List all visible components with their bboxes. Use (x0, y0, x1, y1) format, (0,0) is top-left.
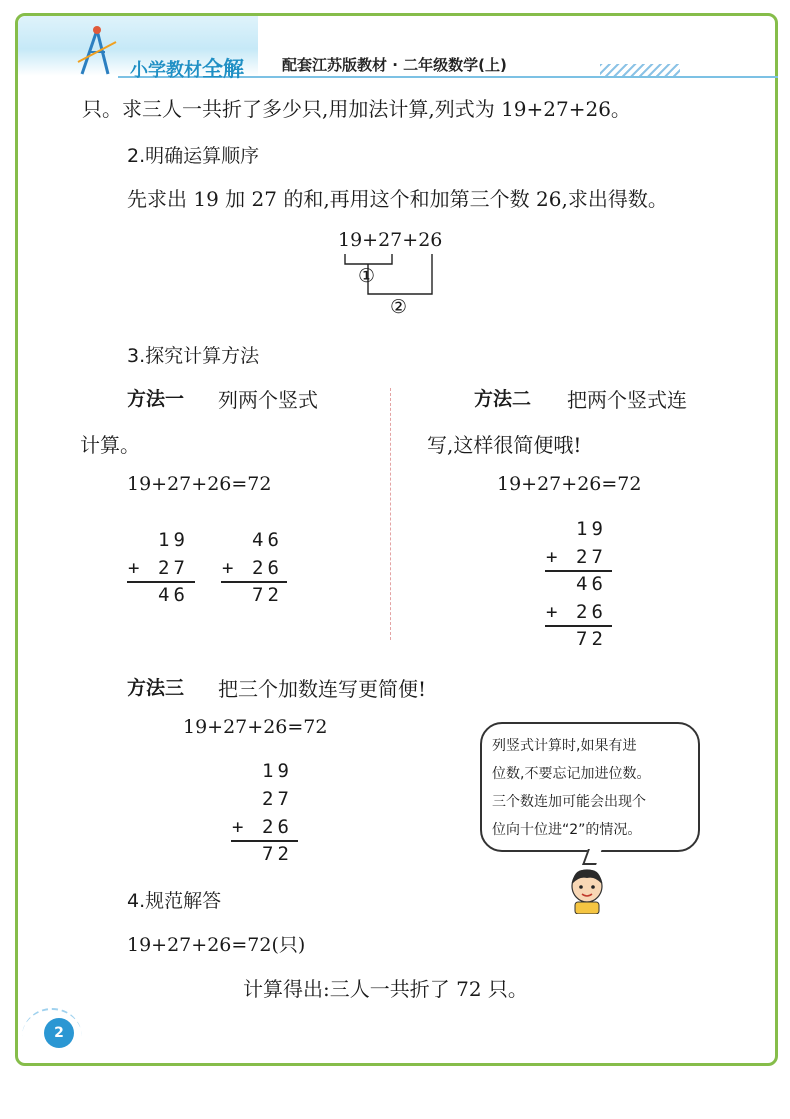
tip-line-3: 三个数连加可能会出现个 (492, 794, 646, 810)
method-divider (390, 388, 391, 640)
m2-b: 27 (576, 546, 607, 568)
m3-b: 27 (262, 788, 293, 810)
m1v1-rule (127, 581, 195, 583)
m1v2-rule (221, 581, 287, 583)
final-equation: 19+27+26=72(只) (127, 934, 306, 956)
m1v1-result: 46 (158, 584, 189, 606)
method1-desc-cont: 计算。 (80, 433, 140, 457)
intro-line: 只。求三人一共折了多少只,用加法计算,列式为 19+27+26。 (82, 97, 631, 121)
method2-title: 方法二 (474, 388, 532, 410)
m2-c: 26 (576, 601, 607, 623)
m3-a: 19 (262, 760, 293, 782)
method1-title: 方法一 (127, 388, 185, 410)
m2-a: 19 (576, 518, 607, 540)
tip-line-4: 位向十位进“2”的情况。 (492, 822, 642, 838)
m1v2-bottom: 26 (252, 557, 283, 579)
m1v2-top: 46 (252, 529, 283, 551)
section2-heading: 2.明确运算顺序 (127, 145, 260, 167)
page-number: 2 (44, 1018, 74, 1048)
m1v2-result: 72 (252, 584, 283, 606)
m2-op1: + (546, 546, 562, 568)
m2-op2: + (546, 601, 562, 623)
section2-text: 先求出 19 加 27 的和,再用这个和加第三个数 26,求出得数。 (127, 187, 668, 211)
m1v1-top: 19 (158, 529, 189, 551)
compass-logo-icon (72, 22, 122, 78)
step-one-marker: ① (358, 265, 376, 287)
brand-title: 小学教材全解 (130, 57, 244, 81)
m1v1-op: + (128, 557, 144, 579)
method2-equation: 19+27+26=72 (497, 473, 642, 495)
order-brackets (340, 252, 440, 302)
method2-desc-cont: 写,这样很简便哦! (427, 433, 582, 457)
m2-mid: 46 (576, 573, 607, 595)
final-answer: 计算得出:三人一共折了 72 只。 (243, 977, 528, 1001)
m2-result: 72 (576, 628, 607, 650)
tip-line-2: 位数,不要忘记加进位数。 (492, 766, 651, 782)
method3-title: 方法三 (127, 677, 185, 699)
method3-equation: 19+27+26=72 (183, 716, 328, 738)
m1v1-bottom: 27 (158, 557, 189, 579)
boy-character-icon (565, 866, 609, 914)
section3-heading: 3.探究计算方法 (127, 345, 260, 367)
method1-equation: 19+27+26=72 (127, 473, 272, 495)
m3-rule (231, 840, 298, 842)
m2-rule1 (545, 570, 612, 572)
step-two-marker: ② (390, 296, 408, 318)
method1-desc: 列两个竖式 (218, 388, 318, 412)
section4-heading: 4.规范解答 (127, 890, 222, 912)
method2-desc: 把两个竖式连 (567, 388, 687, 412)
header-stripes (600, 64, 680, 76)
m2-rule2 (545, 625, 612, 627)
method3-desc: 把三个加数连写更简便! (218, 677, 427, 701)
m3-c: 26 (262, 816, 293, 838)
m1v2-op: + (222, 557, 238, 579)
m3-op: + (232, 816, 248, 838)
order-expression: 19+27+26 (338, 229, 443, 251)
series-title: 配套江苏版教材 · 二年级数学(上) (282, 56, 507, 74)
tip-line-1: 列竖式计算时,如果有进 (492, 738, 637, 754)
m3-result: 72 (262, 843, 293, 865)
